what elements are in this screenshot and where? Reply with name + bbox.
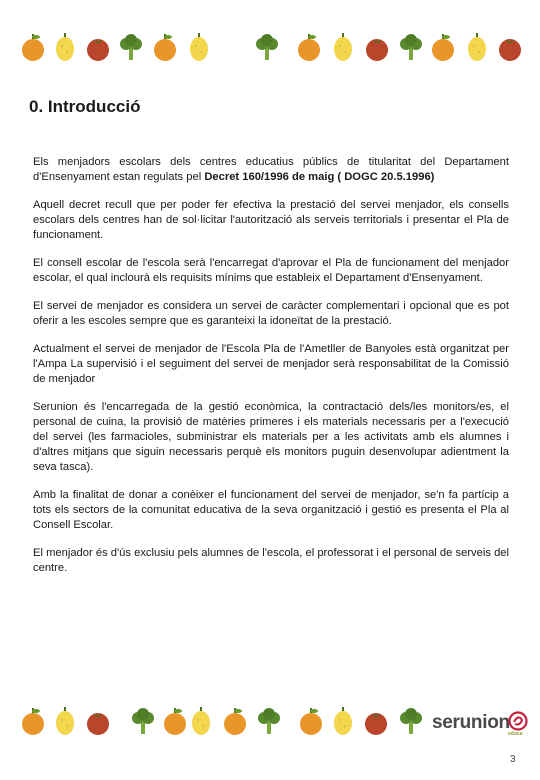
broccoli-icon	[256, 706, 282, 736]
orange-icon	[20, 32, 46, 62]
logo-wordmark: serunion	[432, 712, 510, 733]
lemon-icon	[52, 706, 78, 736]
decree-reference: Decret 160/1996 de maig ( DOGC 20.5.1996)	[204, 171, 435, 183]
broccoli-icon	[118, 32, 144, 62]
broccoli-icon	[398, 32, 424, 62]
orange-icon	[296, 32, 322, 62]
document-body	[33, 155, 509, 589]
lemon-icon	[186, 32, 212, 62]
serunion-logo	[432, 710, 528, 740]
orange-icon	[430, 32, 456, 62]
tomato-icon	[85, 706, 111, 736]
lemon-icon	[330, 32, 356, 62]
page-number: 3	[510, 754, 516, 765]
broccoli-icon	[130, 706, 156, 736]
paragraph: El servei de menjador es considera un servei de caràcter complementari i opcional que es pot oferir a les escoles sempre que es garanteixi la idoneïtat de la prestació.	[33, 300, 509, 327]
logo-subtitle: educa	[508, 731, 523, 737]
paragraph: Serunion és l'encarregada de la gestió econòmica, la contractació dels/les monitors/es, el personal de cuina, la provisió de matèries primeres i els materials necessaris per a l'execució del servei (les farmacioles, subministrar els materials per a les activitats amb els alumnes i d'altres mitjans que siguin necessaris perquè els monitors puguin desenvolupar adientment la seva tasca).	[33, 401, 509, 473]
broccoli-icon	[254, 32, 280, 62]
paragraph: Els menjadors escolars dels centres educatius públics de titularitat del Departament d'Ensenyament estan regulats pel Decret 160/1996 de maig ( DOGC 20.5.1996)	[33, 156, 509, 183]
paragraph: Amb la finalitat de donar a conèixer el funcionament del servei de menjador, se'n fa partícip a tots els sectors de la comunitat educativa de la seva organització i gestió es presenta el Pla al Consell Escolar.	[33, 489, 509, 531]
orange-icon	[222, 706, 248, 736]
paragraph: Actualment el servei de menjador de l'Escola Pla de l'Ametller de Banyoles està organitzat per l'Ampa La supervisió i el seguiment del servei de menjador serà responsabilitat de la Comissió de menjador	[33, 343, 509, 385]
logo-swirl-icon	[508, 711, 528, 733]
paragraph: El consell escolar de l'escola serà l'encarregat d'aprovar el Pla de funcionament del menjador escolar, el qual inclourà els requisits mínims que estableix el Departament d'Ensenyament.	[33, 257, 509, 284]
orange-icon	[162, 706, 188, 736]
lemon-icon	[52, 32, 78, 62]
orange-icon	[20, 706, 46, 736]
top-fruit-border	[0, 32, 540, 72]
lemon-icon	[330, 706, 356, 736]
tomato-icon	[363, 706, 389, 736]
orange-icon	[152, 32, 178, 62]
broccoli-icon	[398, 706, 424, 736]
orange-icon	[298, 706, 324, 736]
tomato-icon	[497, 32, 523, 62]
paragraph: Aquell decret recull que per poder fer efectiva la prestació del servei menjador, els consells escolars dels centres han de sol·licitar l'autorització als serveis territorials i presentar el Pla de funcionament.	[33, 199, 509, 241]
paragraph: El menjador és d'ús exclusiu pels alumnes de l'escola, el professorat i el personal de serveis del centre.	[33, 547, 509, 574]
page-title: 0. Introducció	[29, 97, 141, 116]
lemon-icon	[188, 706, 214, 736]
tomato-icon	[364, 32, 390, 62]
lemon-icon	[464, 32, 490, 62]
tomato-icon	[85, 32, 111, 62]
